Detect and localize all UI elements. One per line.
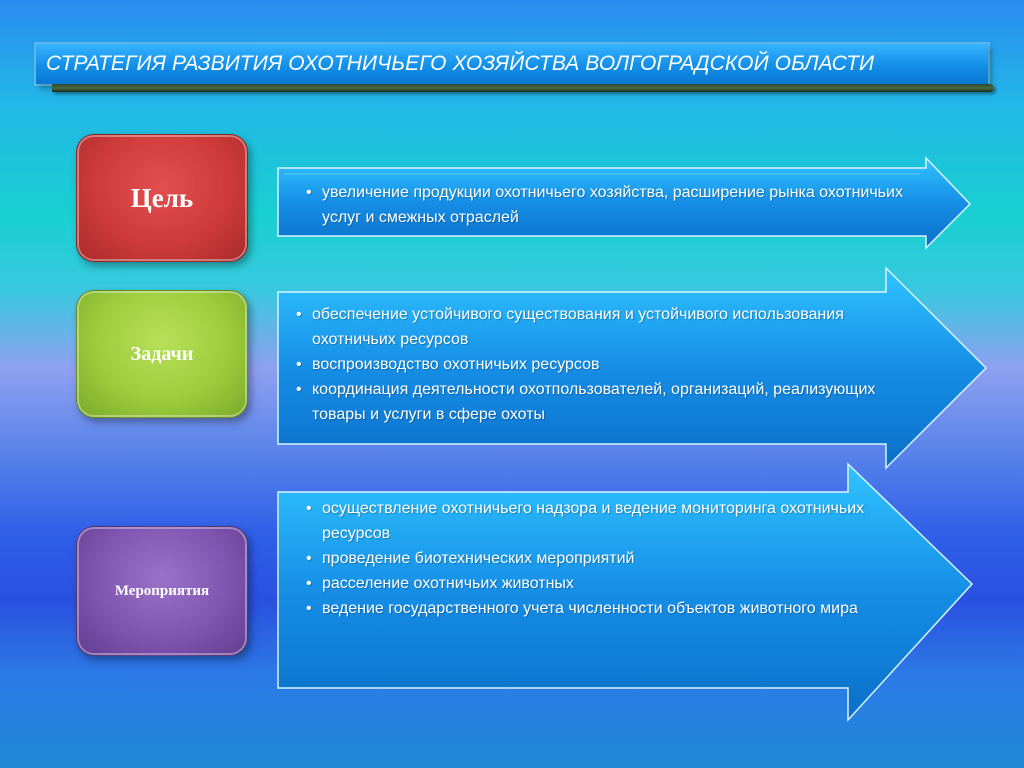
goal-list [302, 180, 922, 230]
list-item: • координация деятельности охотпользователей, организаций, реализующих товары и услуги в сфере охоты [296, 381, 876, 423]
slide-title: СТРАТЕГИЯ РАЗВИТИЯ ОХОТНИЧЬЕГО ХОЗЯЙСТВА ВОЛГОГРАДСКОЙ ОБЛАСТИ [46, 52, 875, 75]
list-item: • обеспечение устойчивого существования и устойчивого использования охотничьих ресурсов [296, 306, 844, 348]
title-bar [36, 44, 988, 84]
events-arrow [276, 462, 976, 724]
events-label: Мероприятия [114, 582, 210, 599]
list-item: • осуществление охотничьего надзора и ведение мониторинга охотничьих ресурсов [306, 500, 865, 542]
events-list [302, 496, 902, 621]
list-item: • расселение охотничьих животных [306, 575, 574, 592]
goal-label-box [76, 134, 248, 262]
goal-label: Цель [130, 182, 194, 213]
events-label-box [76, 526, 248, 656]
list-item: • увеличение продукции охотничьего хозяйства, расширение рынка охотничьих услуг и смежных отраслей [306, 184, 903, 226]
tasks-arrow [276, 266, 990, 472]
list-item: • ведение государственного учета численности объектов животного мира [306, 600, 858, 617]
tasks-content [292, 302, 932, 427]
tasks-list [292, 302, 932, 427]
list-item: • проведение биотехнических мероприятий [306, 550, 635, 567]
title-underline [52, 84, 994, 92]
goal-arrow [276, 156, 974, 250]
events-content [302, 496, 902, 621]
tasks-label: Задачи [130, 342, 194, 365]
goal-content [302, 180, 922, 230]
list-item: • воспроизводство охотничьих ресурсов [296, 356, 600, 373]
tasks-label-box [76, 290, 248, 418]
